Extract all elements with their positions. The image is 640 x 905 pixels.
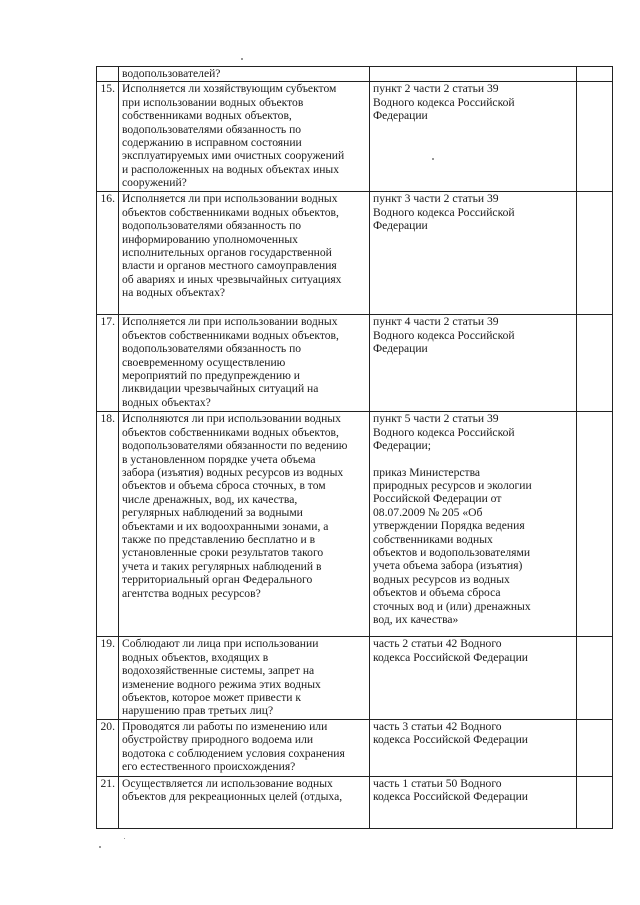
question-cell [119,719,370,776]
row-number: 17. [97,315,119,412]
question-text: Осуществляется ли использование водных объектов для рекреационных целей (отдыха, [122,776,343,804]
question-cell [119,67,370,82]
question-cell [119,637,370,719]
question-text: Исполняется ли при использовании водных объектов собственниками водных объектов, водопользователями обязанность по своевременному осуществлению мероприятий по предупреждению и ликвидации чрезвычайных ситуаций на водных объектах? [122,315,339,409]
legal-reference-text: пункт 2 части 2 статьи 39 Водного кодекса Российской Федерации [373,82,515,123]
answer-cell [577,412,613,637]
question-text: Проводятся ли работы по изменению или обустройству природного водоема или водотока с соблюдением условия сохранения его естественного происхождения? [122,719,345,774]
answer-cell [577,637,613,719]
table-row [97,192,613,315]
question-text: водопользователей? [122,67,221,80]
legal-reference-cell [370,776,577,828]
table-row [97,82,613,192]
question-text: Исполняется ли хозяйствующим субъектом при использовании водных объектов собственниками водных объектов, водопользователями обязанность по содержанию в исправном состоянии эксплуатируемых ими очистных сооружений и расположенных на водных объектах иных сооружений? [122,82,345,190]
table-row [97,719,613,776]
legal-reference-text: часть 3 статьи 42 Водного кодекса Российской Федерации [373,719,529,747]
legal-reference-text: приказ Министерства природных ресурсов и экологии Российской Федерации от 08.07.2009 № 205 «Об утверждении Порядка ведения собственниками водных объектов и водопользователями учета объема забора (изъятия) водных ресурсов из водных объектов и объема сброса сточных вод и (или) дренажных вод, их качества» [373,465,532,627]
question-text: Соблюдают ли лица при использовании водных объектов, входящих в водохозяйственные системы, запрет на изменение водного режима этих водных объектов, которое может привести к нарушению прав третьих лиц? [122,637,321,718]
scan-speck [432,158,434,160]
scan-speck [124,838,125,839]
legal-reference-cell [370,82,577,192]
answer-cell [577,192,613,315]
table-row [97,315,613,412]
answer-cell [577,82,613,192]
row-number: 16. [97,192,119,315]
question-text: Исполняются ли при использовании водных объектов собственниками водных объектов, водопользователями обязанности по ведению в установленном порядке учета объема забора (изъятия) водных ресурсов из водных объектов и объема сброса сточных, в том числе дренажных, вод, их качества, регулярных наблюдений за водными объектами и их водоохранными зонами, а также по представлению бесплатно и в установленные сроки результатов такого учета и таких регулярных наблюдений в территориальный орган Федерального агентства водных ресурсов? [122,412,348,600]
answer-cell [577,315,613,412]
legal-reference-cell [370,719,577,776]
row-number: 21. [97,776,119,828]
paragraph-gap [373,453,573,466]
row-number: 18. [97,412,119,637]
question-cell [119,776,370,828]
legal-reference-cell [370,192,577,315]
question-cell [119,412,370,637]
question-cell [119,82,370,192]
legal-reference-text: часть 1 статьи 50 Водного кодекса Российской Федерации [373,776,529,804]
answer-cell [577,776,613,828]
question-text: Исполняется ли при использовании водных объектов собственниками водных объектов, водопользователями обязанность по информированию уполномоченных исполнительных органов государственной власти и органов местного самоуправления об авариях и иных чрезвычайных ситуациях на водных объектах? [122,192,342,300]
question-cell [119,315,370,412]
question-cell [119,192,370,315]
scan-speck [99,846,101,848]
scan-speck [241,58,243,60]
answer-cell [577,719,613,776]
checklist-table [96,66,613,829]
legal-reference-cell [370,67,577,82]
row-number: 19. [97,637,119,719]
row-number: 20. [97,719,119,776]
table-row [97,776,613,828]
checklist-table-body [97,67,613,829]
legal-reference-text: часть 2 статьи 42 Водного кодекса Российской Федерации [373,637,529,664]
answer-cell [577,67,613,82]
legal-reference-cell [370,412,577,637]
row-number: 15. [97,82,119,192]
row-number [97,67,119,82]
legal-reference-cell [370,315,577,412]
legal-reference-text: пункт 3 части 2 статьи 39 Водного кодекса Российской Федерации [373,192,515,233]
table-row [97,637,613,719]
legal-reference-text: пункт 4 части 2 статьи 39 Водного кодекса Российской Федерации [373,315,515,356]
legal-reference-cell [370,637,577,719]
table-row [97,67,613,82]
legal-reference-text: пункт 5 части 2 статьи 39 Водного кодекса Российской Федерации; [373,412,515,453]
table-row [97,412,613,637]
